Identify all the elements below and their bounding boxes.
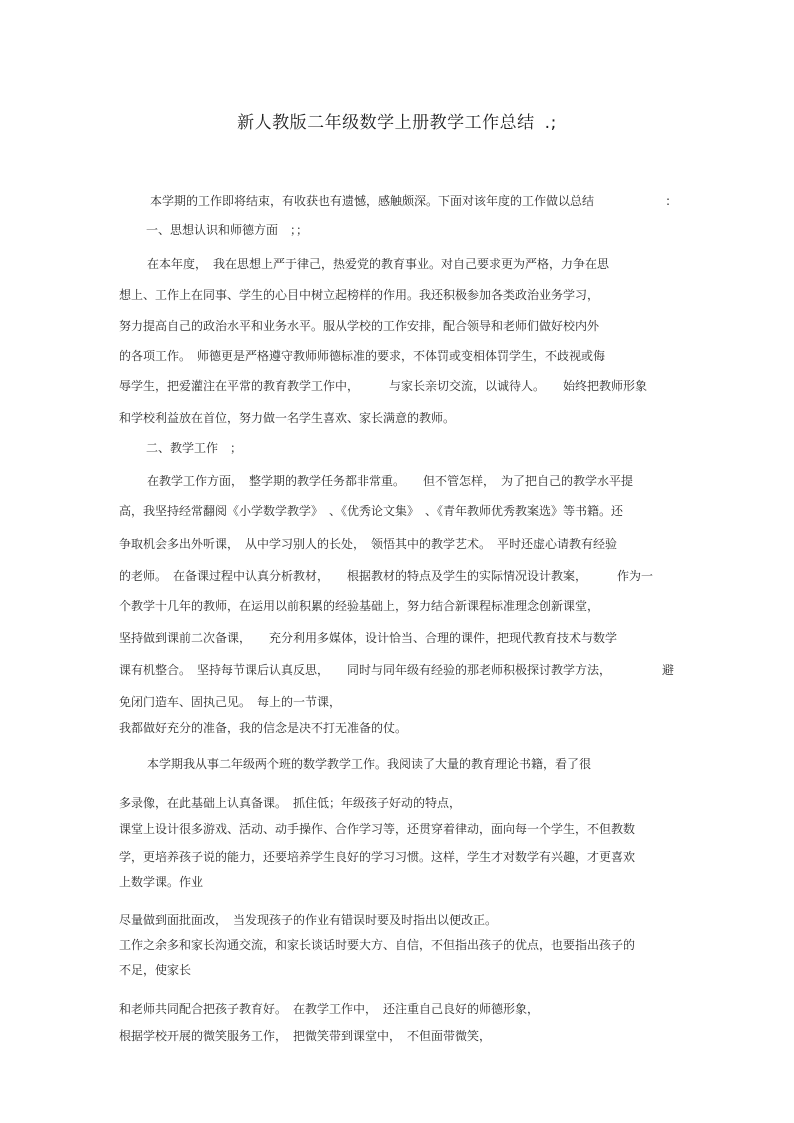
paragraph-line: 想上、工作上在同事、学生的心目中树立起榜样的作用。我还积极参加各类政治业务学习， — [119, 288, 600, 302]
title-mark: .; — [544, 113, 557, 133]
paragraph-line: 个教学十几年的教师，在运用以前积累的经验基础上，努力结合新课程标准理念创新课堂， — [119, 599, 600, 613]
paragraph-line: 在本年度， 我在思想上严于律己，热爱党的教育事业。对自己要求更为严格，力争在思 — [147, 257, 610, 271]
paragraph-line: 根据学校开展的微笑服务工作， 把微笑带到课堂中， 不但面带微笑， — [119, 1029, 492, 1043]
paragraph-line: 课堂上设计很多游戏、活动、动手操作、合作学习等，还贯穿着律动，面向每一个学生，不但教数 — [119, 822, 636, 836]
paragraph-line: 工作之余多和家长沟通交流，和家长谈话时要大方、自信，不但指出孩子的优点，也要指出孩子的 — [119, 938, 636, 952]
paragraph-line: 我都做好充分的准备，我的信念是决不打无准备的仗。 — [119, 721, 408, 735]
title-text: 新人教版二年级数学上册教学工作总结 — [237, 113, 535, 133]
paragraph-line: 和老师共同配合把孩子教育好。 在教学工作中， 还注重自己良好的师德形象， — [119, 1002, 540, 1016]
paragraph-line: 多录像，在此基础上认真备课。 抓住低；年级孩子好动的特点， — [119, 796, 462, 810]
paragraph-line: 辱学生，把爱灌注在平常的教育教学工作中， 与家长亲切交流，以诚待人。 始终把教师形象 — [119, 379, 648, 393]
document-title — [0, 108, 794, 133]
trailing-char: 避 — [662, 663, 675, 677]
paragraph-line: 学，更培养孩子说的能力，还要培养学生良好的学习习惯。这样，学生才对数学有兴趣，才更喜欢 — [119, 850, 636, 864]
paragraph-line: 不足，使家长 — [119, 963, 192, 977]
paragraph-line: 免闭门造车、固执己见。 每上的一节课， — [119, 695, 342, 709]
paragraph-line: 高，我坚持经常翻阅《小学数学教学》 、《优秀论文集》 、《青年教师优秀教案选》等书籍。还 — [119, 504, 624, 518]
paragraph-line: 的老师。 在备课过程中认真分析教材， 根据教材的特点及学生的实际情况设计教案， 作为一 — [119, 569, 654, 583]
paragraph-line: 上数学课。作业 — [119, 875, 204, 889]
section-heading: 二、教学工作 ； — [146, 441, 243, 455]
paragraph-line: 本学期我从事二年级两个班的数学教学工作。我阅读了大量的教育理论书籍，看了很 — [147, 757, 592, 771]
paragraph-line: 课有机整合。 坚持每节课后认真反思， 同时与同年级有经验的那老师积极探讨教学方法， — [119, 663, 612, 677]
paragraph-line: 的各项工作。 师德更是严格遵守教师师德标准的要求，不体罚或变相体罚学生，不歧视或侮 — [119, 349, 606, 363]
paragraph-line: 争取机会多出外听课， 从中学习别人的长处， 领悟其中的教学艺术。 平时还虚心请教有经验 — [119, 537, 618, 551]
paragraph-line: 和学校利益放在首位，努力做一名学生喜欢、家长满意的教师。 — [119, 411, 456, 425]
trailing-colon: : — [666, 194, 671, 208]
paragraph-line: 努力提高自己的政治水平和业务水平。服从学校的工作安排，配合领导和老师们做好校内外 — [119, 319, 600, 333]
paragraph-line: 在教学工作方面， 整学期的教学任务都非常重。 但不管怎样， 为了把自己的教学水平提 — [147, 474, 634, 488]
paragraph-line: 尽量做到面批面改， 当发现孩子的作业有错误时要及时指出以便改正。 — [119, 913, 498, 927]
paragraph-line: 坚持做到课前二次备课， 充分利用多媒体，设计恰当、合理的课件，把现代教育技术与数学 — [119, 631, 618, 645]
section-heading: 一、思想认识和师德方面 ；； — [146, 223, 309, 237]
paragraph-line: 本学期的工作即将结束，有收获也有遗憾，感触颇深。下面对该年度的工作做以总结 — [150, 194, 595, 208]
